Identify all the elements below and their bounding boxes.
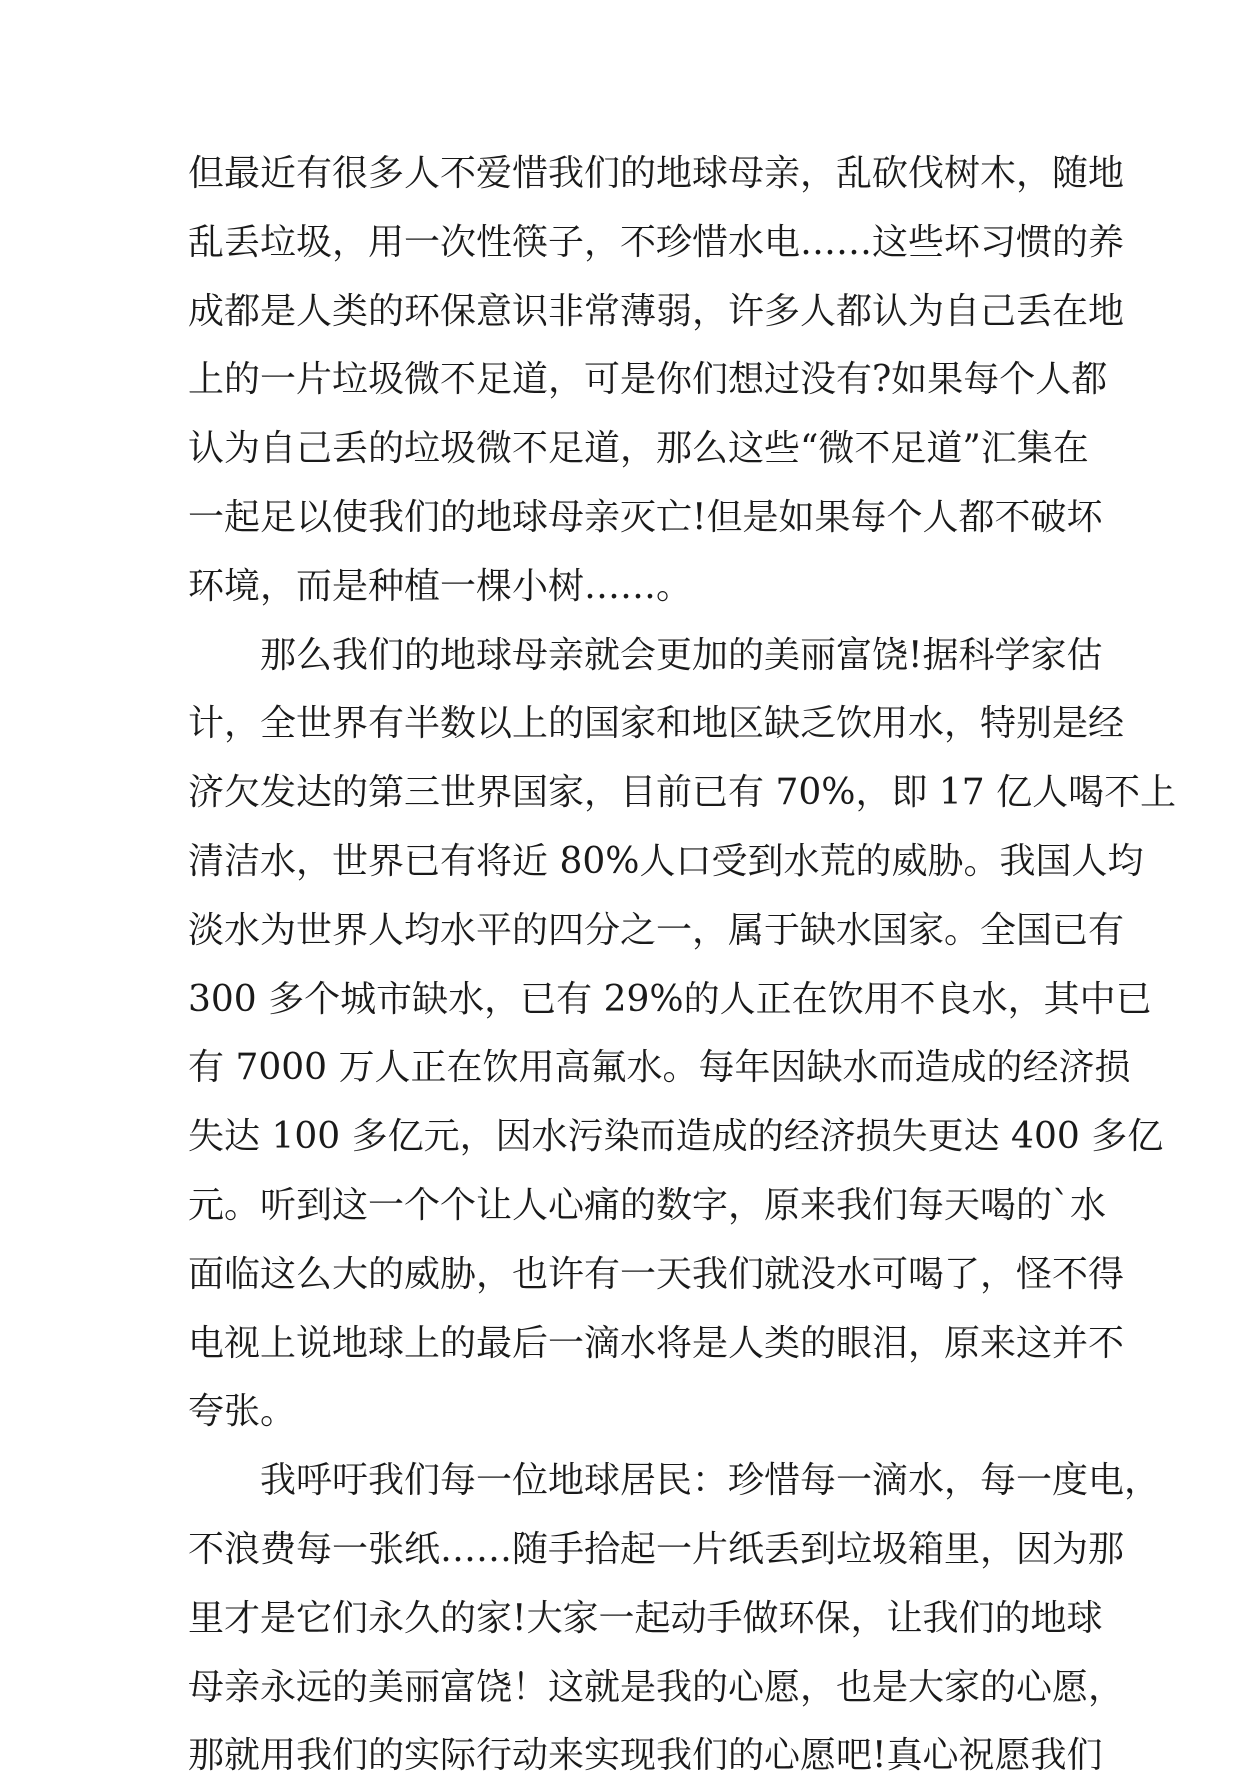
- text-line: 环境，而是种植一棵小树……。: [188, 565, 693, 607]
- text-line: 我呼吁我们每一位地球居民：珍惜每一滴水，每一度电，: [260, 1460, 1161, 1502]
- text-line: 济欠发达的第三世界国家，目前已有 70%，即 17 亿人喝不上: [188, 772, 1177, 814]
- text-line: 成都是人类的环保意识非常薄弱，许多人都认为自己丢在地: [188, 290, 1125, 332]
- text-line: 乱丢垃圾，用一次性筷子，不珍惜水电……这些坏习惯的养: [188, 221, 1125, 263]
- body-text: [188, 140, 1177, 1791]
- text-line: 认为自己丢的垃圾微不足道，那么这些“微不足道”汇集在: [188, 428, 1089, 470]
- text-line: 一起足以使我们的地球母亲灭亡!但是如果每个人都不破坏: [188, 496, 1103, 538]
- text-line: 失达 100 多亿元，因水污染而造成的经济损失更达 400 多亿: [188, 1116, 1164, 1158]
- text-line: 母亲永远的美丽富饶！这就是我的心愿，也是大家的心愿，: [188, 1666, 1125, 1708]
- text-line: 那就用我们的实际行动来实现我们的心愿吧!真心祝愿我们: [188, 1735, 1103, 1777]
- text-line: 有 7000 万人正在饮用高氟水。每年因缺水而造成的经济损: [188, 1047, 1131, 1089]
- text-line: 计，全世界有半数以上的国家和地区缺乏饮用水，特别是经: [188, 703, 1125, 745]
- text-line: 面临这么大的威胁，也许有一天我们就没水可喝了，怪不得: [188, 1253, 1125, 1295]
- text-line: 清洁水，世界已有将近 80%人口受到水荒的威胁。我国人均: [188, 840, 1144, 882]
- text-line: 上的一片垃圾微不足道，可是你们想过没有?如果每个人都: [188, 359, 1108, 401]
- text-line: 300 多个城市缺水，已有 29%的人正在饮用不良水，其中已: [188, 978, 1152, 1020]
- text-line: 元。听到这一个个让人心痛的数字，原来我们每天喝的`水: [188, 1184, 1107, 1226]
- text-line: 夸张。: [188, 1391, 297, 1433]
- text-line: 但最近有很多人不爱惜我们的地球母亲，乱砍伐树木，随地: [188, 153, 1125, 194]
- text-line: 淡水为世界人均水平的四分之一，属于缺水国家。全国已有: [188, 909, 1125, 951]
- text-line: 不浪费每一张纸……随手拾起一片纸丢到垃圾箱里，因为那: [188, 1528, 1125, 1570]
- text-line: 那么我们的地球母亲就会更加的美丽富饶!据科学家估: [260, 634, 1103, 676]
- text-line: 里才是它们永久的家!大家一起动手做环保，让我们的地球: [188, 1597, 1103, 1639]
- text-line: 电视上说地球上的最后一滴水将是人类的眼泪，原来这并不: [188, 1322, 1125, 1364]
